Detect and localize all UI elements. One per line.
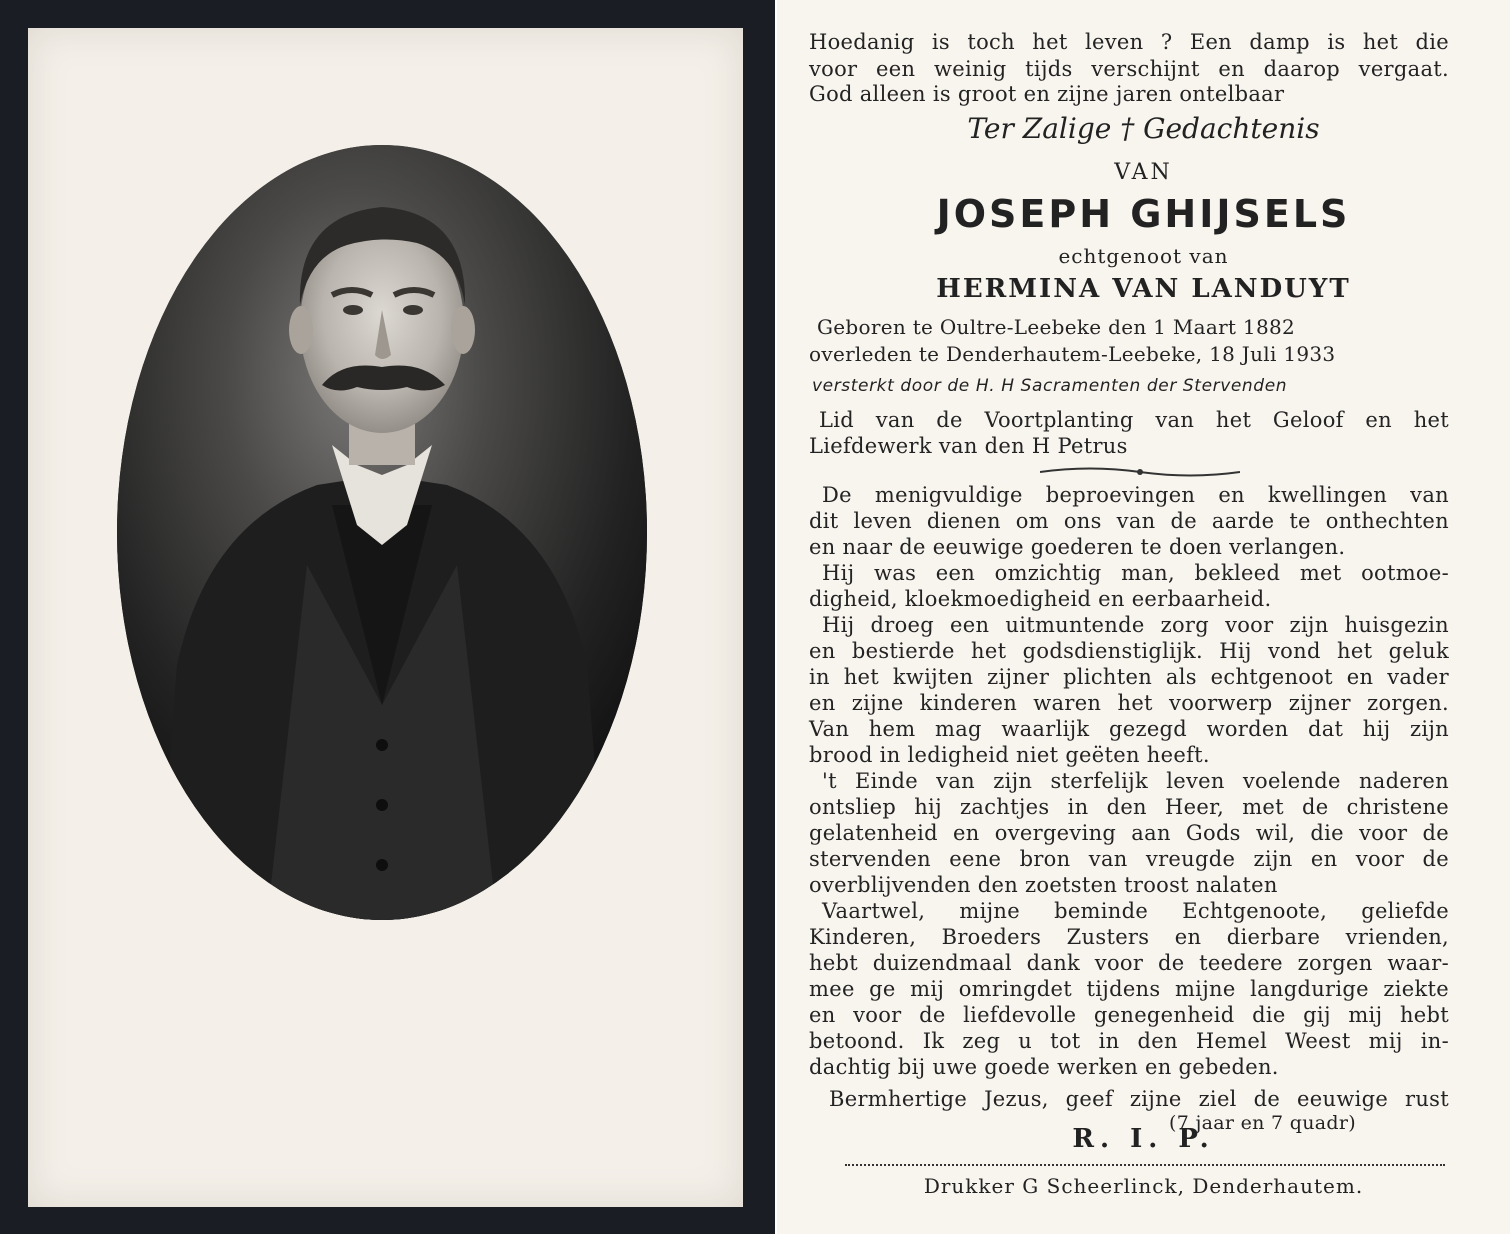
body-line: en zijne kinderen waren het voorwerp zijner zorgen. bbox=[809, 691, 1449, 715]
rip-text: R. I. P. bbox=[1072, 1124, 1215, 1154]
verse-line-2: voor een weinig tijds verschijnt en daarop vergaat. bbox=[809, 57, 1449, 81]
body-line: Hij was een omzichtig man, bekleed met ootmoe- bbox=[822, 561, 1449, 585]
body-line: Kinderen, Broeders Zusters en dierbare vrienden, bbox=[809, 925, 1449, 949]
portrait-photo bbox=[117, 145, 647, 920]
body-line: dit leven dienen om ons van de aarde te onthechten bbox=[809, 509, 1449, 533]
body-line: overblijvenden den zoetsten troost nalaten bbox=[809, 873, 1278, 897]
body-line: Vaartwel, mijne beminde Echtgenoote, geliefde bbox=[822, 899, 1449, 923]
membership-line-1: Lid van de Voortplanting van het Geloof en het bbox=[819, 408, 1449, 432]
indulgence-note: (7 jaar en 7 quadr) bbox=[1169, 1112, 1356, 1134]
printer-divider bbox=[845, 1164, 1445, 1166]
sacraments-line: versterkt door de H. H Sacramenten der Stervenden bbox=[812, 376, 1288, 396]
body-line: Hij droeg een uitmuntende zorg voor zijn huisgezin bbox=[822, 613, 1449, 637]
deceased-name: JOSEPH GHIJSELS bbox=[936, 192, 1351, 236]
body-line: en voor de liefdevolle genegenheid die gij mij hebt bbox=[809, 1003, 1449, 1027]
body-line: betoond. Ik zeg u tot in den Hemel Weest mij in- bbox=[809, 1029, 1449, 1053]
verse-line-3: God alleen is groot en zijne jaren ontelbaar bbox=[809, 82, 1285, 106]
body-line: 't Einde van zijn sterfelijk leven voelende naderen bbox=[822, 769, 1449, 793]
body-line: Van hem mag waarlijk gezegd worden dat hij zijn bbox=[809, 717, 1449, 741]
membership-line-2: Liefdewerk van den H Petrus bbox=[809, 434, 1128, 458]
body-line: ontsliep hij zachtjes in den Heer, met de christene bbox=[809, 795, 1449, 819]
body-line: mee ge mij omringdet tijdens mijne langdurige ziekte bbox=[809, 977, 1449, 1001]
body-line: hebt duizendmaal dank voor de teedere zorgen waar- bbox=[809, 951, 1449, 975]
prayer-line: Bermhertige Jezus, geef zijne ziel de eeuwige rust bbox=[829, 1087, 1449, 1111]
death-line: overleden te Denderhautem-Leebeke, 18 Juli 1933 bbox=[809, 342, 1336, 366]
portrait-oval bbox=[117, 145, 647, 920]
printer-credit: Drukker G Scheerlinck, Denderhautem. bbox=[923, 1174, 1364, 1198]
memorial-text-card bbox=[777, 0, 1510, 1234]
body-line: dachtig bij uwe goede werken en gebeden. bbox=[809, 1055, 1279, 1079]
body-line: gelatenheid en overgeving aan Gods wil, die voor de bbox=[809, 821, 1449, 845]
verse-line-1: Hoedanig is toch het leven ? Een damp is het die bbox=[809, 30, 1449, 54]
body-line: en naar de eeuwige goederen te doen verlangen. bbox=[809, 535, 1346, 559]
body-line: en bestierde het godsdienstiglijk. Hij vond het geluk bbox=[809, 639, 1449, 663]
body-line: De menigvuldige beproevingen en kwellingen van bbox=[822, 483, 1449, 507]
spouse-name: HERMINA VAN LANDUYT bbox=[936, 274, 1351, 304]
van-label: VAN bbox=[1114, 160, 1173, 185]
divider-ornament bbox=[1040, 465, 1240, 479]
photo-mount bbox=[28, 28, 743, 1207]
birth-line: Geboren te Oultre-Leebeke den 1 Maart 1882 bbox=[817, 315, 1296, 339]
body-line: brood in ledigheid niet geëten heeft. bbox=[809, 743, 1210, 767]
spouse-label: echtgenoot van bbox=[1058, 244, 1229, 268]
memorial-heading: Ter Zalige † Gedachtenis bbox=[967, 112, 1320, 145]
body-line: in het kwijten zijner plichten als echtgenoot en vader bbox=[809, 665, 1449, 689]
body-line: stervenden eene bron van vreugde zijn en voor de bbox=[809, 847, 1449, 871]
body-line: digheid, kloekmoedigheid en eerbaarheid. bbox=[809, 587, 1272, 611]
